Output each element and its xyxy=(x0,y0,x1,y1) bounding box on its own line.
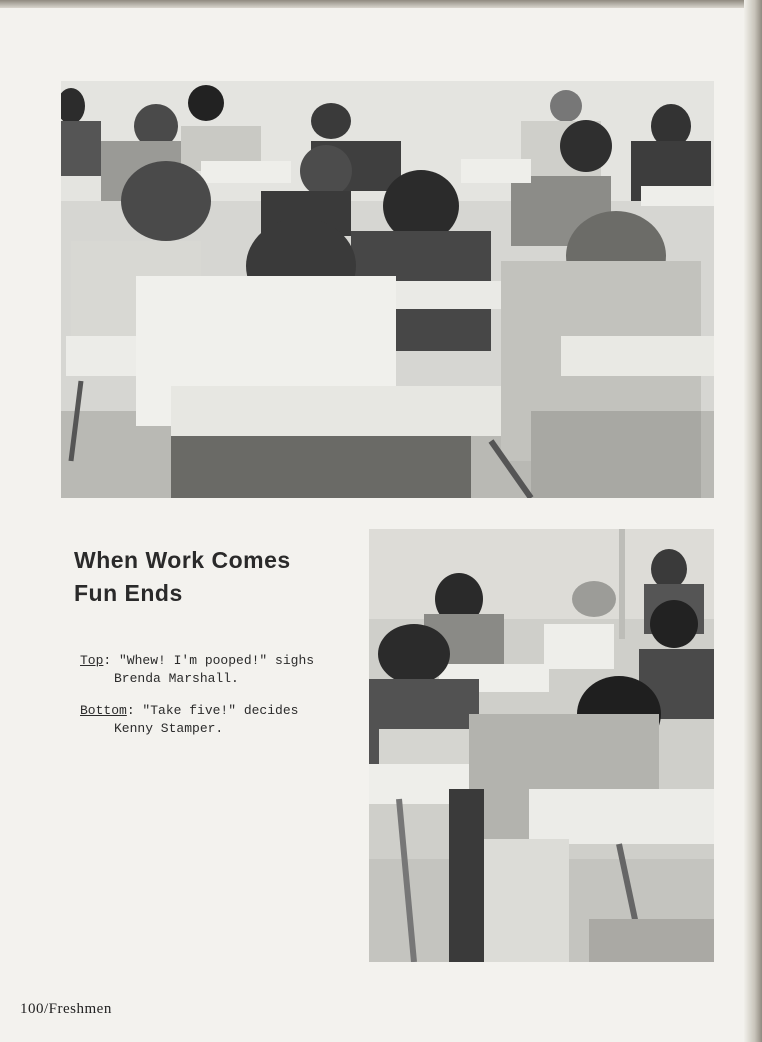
caption-bottom xyxy=(80,702,365,738)
bottom-photo xyxy=(369,529,714,962)
headline-line-1: When Work Comes xyxy=(74,547,291,573)
page-headline xyxy=(74,544,291,610)
caption-bottom-text-line-1: : "Take five!" decides xyxy=(126,703,299,718)
caption-bottom-label: Bottom xyxy=(80,703,127,718)
caption-top-text-line-2: Brenda Marshall. xyxy=(114,671,239,686)
scan-edge-top xyxy=(0,0,762,8)
caption-top-text-line-1: : "Whew! I'm pooped!" sighs xyxy=(103,653,315,668)
caption-top-label: Top xyxy=(80,653,104,668)
caption-top xyxy=(80,652,365,688)
top-photo xyxy=(61,81,714,498)
page-number-folio: 100/Freshmen xyxy=(20,1001,112,1017)
caption-bottom-text-line-2: Kenny Stamper. xyxy=(114,721,224,736)
headline-line-2: Fun Ends xyxy=(74,580,183,606)
scan-edge-right xyxy=(744,0,762,1042)
